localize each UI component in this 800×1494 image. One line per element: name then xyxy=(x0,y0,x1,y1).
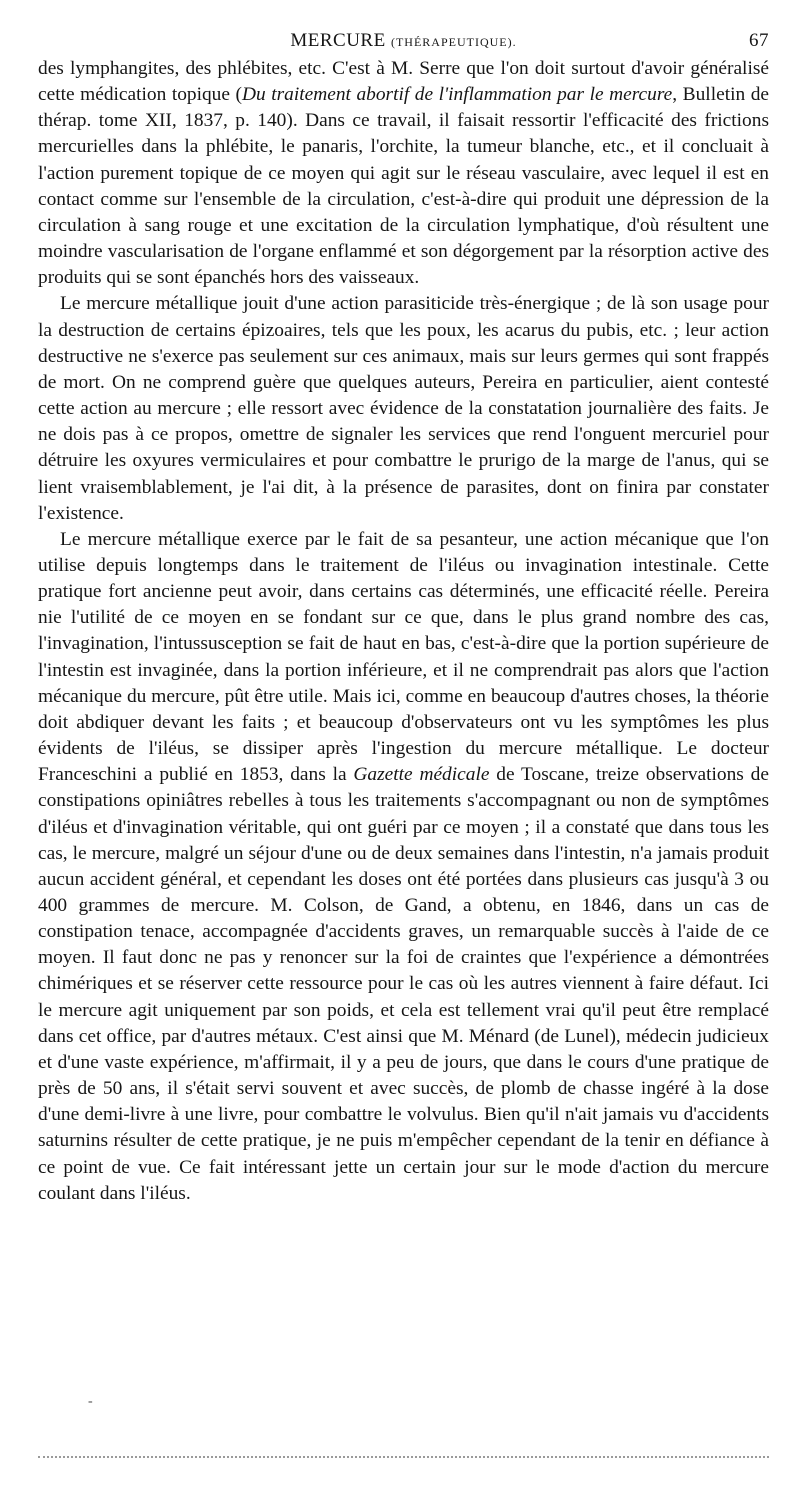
paragraph-2 xyxy=(38,291,769,526)
paragraph-3-text-a: Le mercure métallique exerce par le fait de sa pesanteur, une action mécanique que l'on utilise depuis longtemps dans le traitement de l'iléus ou invagination intestinale. Cette pratique fort ancienne peut avoir, dans certains cas déterminés, une efficacité réelle. Pereira nie l'utilité de ce moyen en se fondant sur ce que, dans le plus grand nombre des cas, l'invagination, l'intussusception se fait de haut en bas, c'est-à-dire que la portion supérieure de l'intestin est invaginée, dans la portion inférieure, et il ne comprendrait pas alors que l'action mécanique du mercure, pût être utile. Mais ici, comme en beaucoup d'autres choses, la théorie doit abdiquer devant les faits ; et beaucoup d'observateurs ont vu les symptômes les plus évidents de l'iléus, se dissiper après l'ingestion du mercure métallique. Le docteur Franceschini a publié en 1853, dans la xyxy=(38,528,769,786)
paragraph-1-text-a: des lymphangites, des phlébites, etc. C'est à M. Serre que l'on doit surtout d'avoir généralisé cette médication topique ( xyxy=(38,58,769,106)
page xyxy=(38,26,769,1207)
paragraph-1-italic-title: Du traitement abortif de l'inflammation par le mercure xyxy=(241,84,673,106)
running-title-main: MERCURE xyxy=(290,30,386,51)
running-head xyxy=(38,26,769,56)
bottom-dotted-rule xyxy=(38,1456,769,1458)
paragraph-3 xyxy=(38,527,769,1207)
running-title-subtitle: (THÉRAPEUTIQUE). xyxy=(390,35,517,49)
stray-ink-mark: ‐ xyxy=(88,1394,93,1409)
paragraph-1 xyxy=(38,56,769,291)
paragraph-2-text-a: Le mercure métallique jouit d'une action parasiticide très-énergique ; de là son usage pour la destruction de certains épizoaires, tels que les poux, les acarus du pubis, etc. ; leur action destructive ne s'exerce pas seulement sur ces animaux, mais sur leurs germes qui sont frappés de mort. On ne comprend guère que quelques auteurs, Pereira en particulier, aient contesté cette action au mercure ; elle ressort avec évidence de la constatation journalière des faits. Je ne dois pas à ce propos, omettre de signaler les services que rend l'onguent mercuriel pour détruire les oxyures vermiculaires et pour combattre le prurigo de la marge de l'anus, qui se lient vraisemblablement, je l'ai dit, à la présence de parasites, dont on finira par constater l'existence. xyxy=(38,293,769,524)
running-title xyxy=(38,30,769,52)
body-text xyxy=(38,56,769,1207)
paragraph-3-text-b: de Toscane, treize observations de constipations opiniâtres rebelles à tous les traitements s'accompagnant ou non de symptômes d'iléus et d'invagination véritable, qui ont guéri par ce moyen ; il a constaté que dans tous les cas, le mercure, malgré un séjour d'une ou de deux semaines dans l'intestin, n'a jamais produit aucun accident général, et cependant les doses ont été portées dans plusieurs cas jusqu'à 3 ou 400 grammes de mercure. M. Colson, de Gand, a obtenu, en 1846, dans un cas de constipation tenace, accompagnée d'accidents graves, un remarquable succès à l'aide de ce moyen. Il faut donc ne pas y renoncer sur la foi de craintes que l'expérience a démontrées chimériques et se réserver cette ressource pour le cas où les autres viennent à faire défaut. Ici le mercure agit uniquement par son poids, et cela est tellement vrai qu'il peut être remplacé dans cet office, par d'autres métaux. C'est ainsi que M. Ménard (de Lunel), médecin judicieux et d'une vaste expérience, m'affirmait, il y a peu de jours, que dans le cours d'une pratique de près de 50 ans, il s'était servi souvent et avec succès, de plomb de chasse ingéré à la dose d'une demi-livre à une livre, pour combattre le volvulus. Bien qu'il n'ait jamais vu d'accidents saturnins résulter de cette pratique, je ne puis m'empêcher cependant de la tenir en défiance à ce point de vue. Ce fait intéressant jette un certain jour sur le mode d'action du mercure coulant dans l'iléus. xyxy=(38,764,769,1204)
paragraph-1-text-b: , Bulletin de thérap. tome XII, 1837, p. 140). Dans ce travail, il faisait ressortir l'efficacité des frictions mercurielles dans la phlébite, le panaris, l'orchite, la tumeur blanche, etc., et il concluait à l'action purement topique de ce moyen qui agit sur le réseau vasculaire, avec lequel il est en contact comme sur l'ensemble de la circulation, c'est-à-dire qui produit une dépression de la circulation à sang rouge et une excitation de la circulation lymphatique, d'où résultent une moindre vascularisation de l'organe enflammé et son dégorgement par la résorption active des produits qui se sont épanchés hors des vaisseaux. xyxy=(38,84,769,289)
page-number: 67 xyxy=(749,30,769,51)
paragraph-3-italic-title: Gazette médicale xyxy=(353,764,490,786)
